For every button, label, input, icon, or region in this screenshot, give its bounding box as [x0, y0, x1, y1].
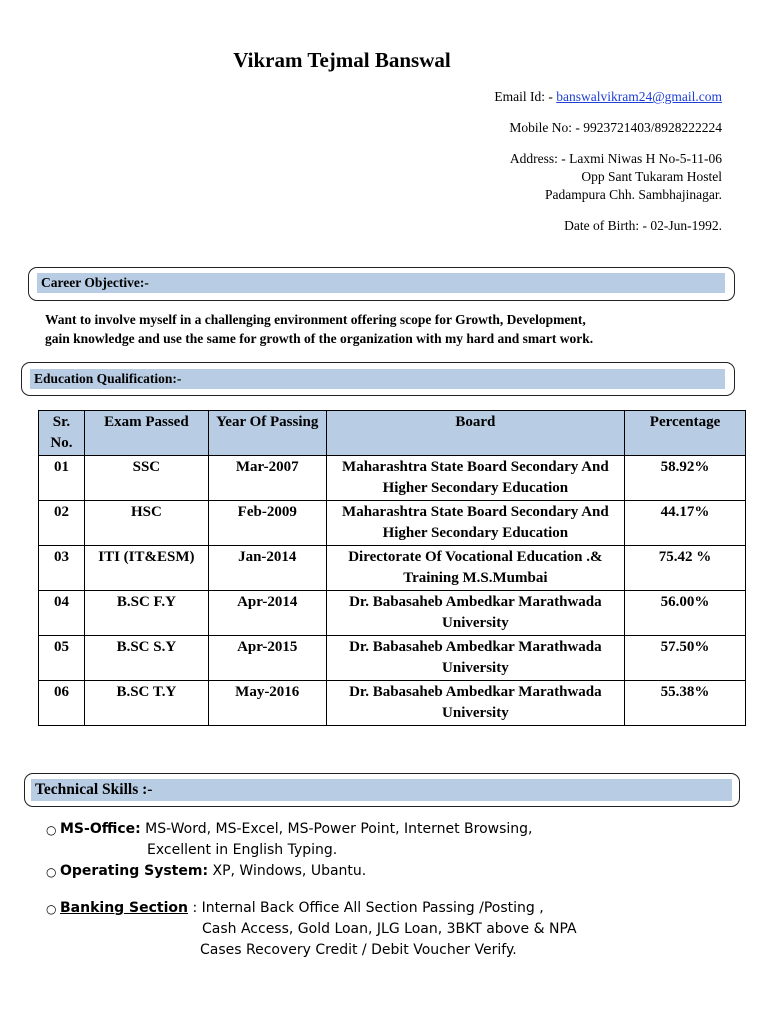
cell-year: Apr-2015 — [208, 636, 326, 681]
banking-line — [60, 898, 544, 919]
table-row — [39, 546, 746, 591]
table-row — [39, 501, 746, 546]
ms-office-text-2: Excellent in English Typing. — [147, 842, 338, 858]
email-link[interactable]: banswalvikram24@gmail.com — [556, 89, 722, 104]
cell-exam: B.SC T.Y — [84, 681, 208, 726]
cell-exam: ITI (IT&ESM) — [84, 546, 208, 591]
table-row — [39, 591, 746, 636]
email-label: Email Id: - — [494, 89, 553, 104]
skills-heading: Technical Skills :- — [31, 779, 732, 801]
cell-board: Maharashtra State Board Secondary And Higher Secondary Education — [326, 456, 624, 501]
col-exam-passed: Exam Passed — [84, 411, 208, 456]
cell-sr: 04 — [39, 591, 85, 636]
education-table — [38, 410, 746, 726]
address-line-2: Opp Sant Tukaram Hostel — [581, 169, 722, 184]
cell-exam: SSC — [84, 456, 208, 501]
cell-year: Feb-2009 — [208, 501, 326, 546]
cell-percentage: 57.50% — [625, 636, 746, 681]
address-line-1: Address: - Laxmi Niwas H No-5-11-06 — [509, 151, 722, 166]
career-text-line2: gain knowledge and use the same for growth of the organization with my hard and smart work. — [45, 331, 594, 346]
education-heading: Education Qualification:- — [30, 369, 725, 389]
cell-exam: B.SC F.Y — [84, 591, 208, 636]
cell-sr: 03 — [39, 546, 85, 591]
table-row — [39, 456, 746, 501]
cell-sr: 05 — [39, 636, 85, 681]
cell-board: Dr. Babasaheb Ambedkar Marathwada University — [326, 636, 624, 681]
col-sr-no: Sr. No. — [39, 411, 85, 456]
resume-name: Vikram Tejmal Banswal — [233, 48, 451, 72]
banking-label: Banking Section — [60, 900, 189, 916]
cell-year: Mar-2007 — [208, 456, 326, 501]
cell-percentage: 58.92% — [625, 456, 746, 501]
cell-percentage: 75.42 % — [625, 546, 746, 591]
banking-text-2: Cash Access, Gold Loan, JLG Loan, 3BKT above & NPA — [202, 921, 577, 937]
ms-office-label: MS-Office: — [60, 821, 141, 837]
cell-sr: 02 — [39, 501, 85, 546]
cell-percentage: 56.00% — [625, 591, 746, 636]
table-row — [39, 681, 746, 726]
cell-year: Jan-2014 — [208, 546, 326, 591]
education-header-row — [39, 411, 746, 456]
cell-percentage: 44.17% — [625, 501, 746, 546]
cell-year: May-2016 — [208, 681, 326, 726]
os-label: Operating System: — [60, 863, 209, 879]
address-line-3: Padampura Chh. Sambhajinagar. — [545, 187, 722, 202]
cell-sr: 01 — [39, 456, 85, 501]
career-text-line1: Want to involve myself in a challenging environment offering scope for Growth, Development, — [45, 312, 586, 327]
table-row — [39, 636, 746, 681]
col-year-of-passing: Year Of Passing — [208, 411, 326, 456]
cell-board: Dr. Babasaheb Ambedkar Marathwada University — [326, 681, 624, 726]
col-percentage: Percentage — [625, 411, 746, 456]
career-heading: Career Objective:- — [37, 273, 725, 293]
bullet-icon: ○ — [46, 902, 57, 916]
mobile-line: Mobile No: - 9923721403/8928222224 — [509, 120, 722, 135]
cell-year: Apr-2014 — [208, 591, 326, 636]
ms-office-text: MS-Word, MS-Excel, MS-Power Point, Internet Browsing, — [140, 821, 533, 837]
ms-office-line — [60, 819, 532, 840]
os-text: XP, Windows, Ubantu. — [208, 863, 367, 879]
cell-exam: HSC — [84, 501, 208, 546]
cell-board: Directorate Of Vocational Education .& Training M.S.Mumbai — [326, 546, 624, 591]
cell-sr: 06 — [39, 681, 85, 726]
banking-text: : Internal Back Office All Section Passing /Posting , — [188, 900, 544, 916]
banking-text-3: Cases Recovery Credit / Debit Voucher Verify. — [200, 942, 517, 958]
bullet-icon: ○ — [46, 823, 57, 837]
cell-board: Dr. Babasaheb Ambedkar Marathwada University — [326, 591, 624, 636]
cell-exam: B.SC S.Y — [84, 636, 208, 681]
cell-percentage: 55.38% — [625, 681, 746, 726]
email-line — [494, 88, 722, 106]
cell-board: Maharashtra State Board Secondary And Higher Secondary Education — [326, 501, 624, 546]
career-objective-text — [45, 310, 723, 348]
bullet-icon: ○ — [46, 865, 57, 879]
os-line — [60, 861, 366, 882]
col-board: Board — [326, 411, 624, 456]
dob-line: Date of Birth: - 02-Jun-1992. — [564, 218, 722, 233]
